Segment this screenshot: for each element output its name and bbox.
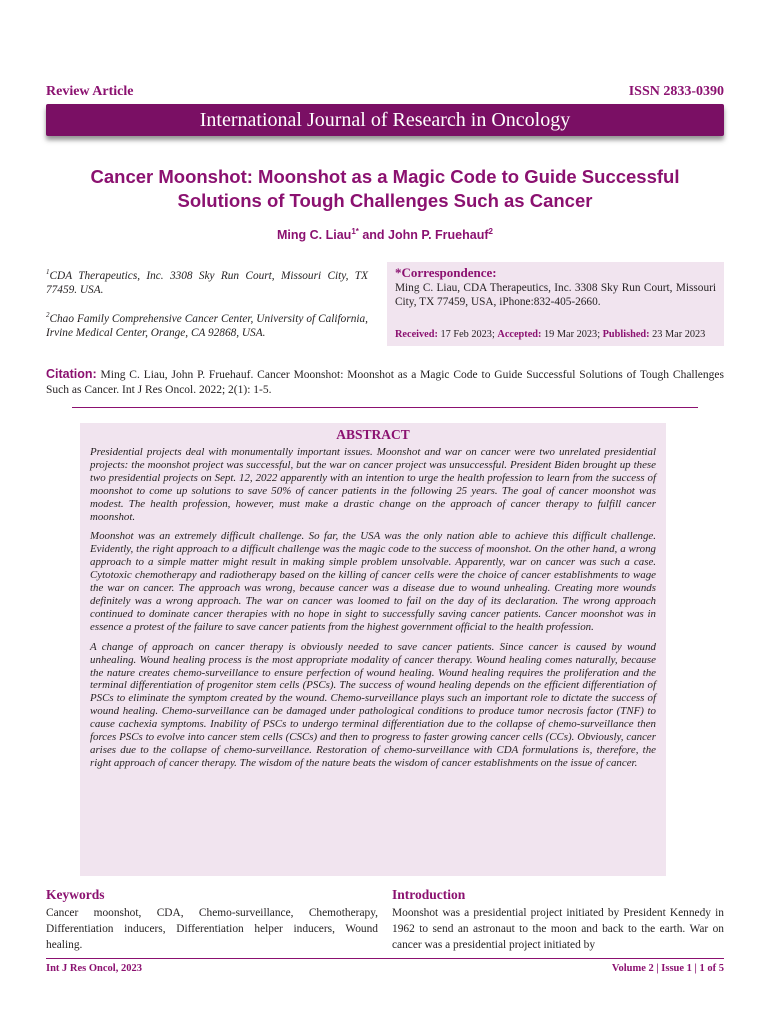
top-meta-bar (46, 84, 724, 102)
citation (46, 367, 724, 398)
keywords-heading: Keywords (46, 887, 105, 902)
published-label: Published: (602, 329, 650, 340)
journal-banner (46, 104, 724, 136)
affiliation-2 (46, 308, 368, 340)
article-title (46, 165, 724, 213)
citation-text: Ming C. Liau, John P. Fruehauf. Cancer Moonshot: Moonshot as a Magic Code to Guide Successful Solutions of Tough Challenges Such as Cancer. Int J Res Oncol. 2022; 2(1): 1-5. (46, 369, 724, 396)
author-join: and (358, 228, 389, 243)
abstract-paragraph-2: Moonshot was an extremely difficult challenge. So far, the USA was the only nation able to achieve this difficult challenge. Evidently, the right approach to a difficult challenge was the magic code to the success of moonshot. On the other hand, a wrong approach to a simple matter might result in making simple problem unsolvable. Apparently, war on cancer was such a case. Cytotoxic chemotherapy and radiotherapy based on the killing of cancer cells were the choice of cancer establishments to wage the war on cancer. The approach was wrong, because cancer was a disease due to wound unhealing. Creating more wounds definitely was a wrong approach. The war on cancer was loomed to fail on the day of its declaration. The wrong approach continued to dominate cancer therapies with no hope in sight to successfully saving cancer patients. Cancer moonshot was in essence a protest of the failure to save cancer patients from the highest government official to the health profession. (90, 530, 656, 633)
title-line-2: Solutions of Tough Challenges Such as Cancer (177, 190, 593, 211)
introduction-text: Moonshot was a presidential project initiated by President Kennedy in 1962 to send an astronaut to the moon and back to the earth. War on cancer was a presidential project initiated by (392, 907, 724, 951)
affiliation-1 (46, 265, 368, 297)
article-dates (395, 329, 705, 340)
abstract-paragraph-1: Presidential projects deal with monumentally important issues. Moonshot and war on cancer were two unrelated presidential projects: the moonshot project was successful, but the war on cancer project was unsuccessful. President Biden brought up these two presidential projects on Sept. 12, 2022 apparently with an intention to urge the health profession to learn from the success of moonshot to come up solutions to save 50% of cancer patients in the following 25 years. The goal of cancer moonshot was modest. The health profession, however, must make a drastic change on the approach of cancer therapy to fulfill cancer moonshot. (90, 446, 656, 523)
affiliation-2-text: Chao Family Comprehensive Cancer Center, University of California, Irvine Medical Center, Orange, CA 92868, USA. (46, 312, 368, 339)
received-label: Received: (395, 329, 438, 340)
footer-journal: Int J Res Oncol, 2023 (46, 963, 142, 974)
author-1-affil: 1* (351, 227, 359, 236)
journal-name: International Journal of Research in Oncology (199, 109, 571, 131)
correspondence-title: *Correspondence: (395, 265, 497, 280)
issn: ISSN 2833-0390 (628, 84, 724, 99)
received-date: 17 Feb 2023; (437, 329, 498, 340)
accepted-date: 19 Mar 2023; (541, 329, 603, 340)
published-date: 23 Mar 2023 (649, 329, 706, 340)
correspondence-text: Ming C. Liau, CDA Therapeutics, Inc. 3308 Sky Run Court, Missouri City, TX 77459, USA, iPhone:832-405-2660. (395, 282, 716, 308)
citation-label: Citation: (46, 367, 97, 381)
accepted-label: Accepted: (497, 329, 542, 340)
author-1: Ming C. Liau (277, 228, 352, 243)
article-type: Review Article (46, 84, 134, 99)
footer-volume: Volume 2 | Issue 1 | 1 of 5 (611, 963, 724, 974)
abstract-box (80, 423, 666, 876)
author-2: John P. Fruehauf (388, 228, 489, 243)
introduction-heading: Introduction (392, 887, 466, 902)
affiliation-1-marker: 1 (46, 268, 50, 276)
affiliation-1-text: CDA Therapeutics, Inc. 3308 Sky Run Court, Missouri City, TX 77459. USA. (46, 269, 368, 296)
abstract-title: ABSTRACT (336, 427, 410, 442)
abstract-paragraph-3: A change of approach on cancer therapy is obviously needed to save cancer patients. Since cancer is caused by wound unhealing. Wound healing process is the most appropriate modality of cancer therapy. Wound healing comes naturally, because the nature creates chemo-surveillance to ensure perfection of wound healing. Wound healing requires the proliferation and the terminal differentiation of progenitor stem cells (PSCs). The success of wound healing depends on the efficient differentiation of PSCs to eliminate the symptom created by the wound. Chemo-surveillance plays such an important role to dictate the success of wound healing. Chemo-surveillance can be damaged under pathological conditions to produce tumor necrosis factor (TNF) to cause cachexia symptoms. Inability of PSCs to undergo terminal differentiation due to the collapse of chemo-surveillance then forces PSCs to evolve into cancer stem cells (CSCs) and then to progress to faster growing cancer cells (CCs). Obviously, cancer arises due to the collapse of chemo-surveillance. Restoration of chemo-surveillance with CDA formulations is, therefore, the right approach of cancer therapy. The wisdom of the nature beats the wisdom of cancer establishments on the issue of cancer. (90, 640, 656, 769)
author-2-affil: 2 (488, 227, 493, 236)
footer-divider (46, 958, 724, 959)
affiliation-2-marker: 2 (46, 311, 50, 319)
divider-line (72, 407, 698, 408)
keywords-text: Cancer moonshot, CDA, Chemo-surveillance, Chemotherapy, Differentiation inducers, Differentiation helper inducers, Wound healing. (46, 907, 378, 951)
title-line-1: Cancer Moonshot: Moonshot as a Magic Code to Guide Successful (90, 166, 680, 187)
correspondence-box (387, 262, 724, 346)
authors (46, 227, 724, 242)
